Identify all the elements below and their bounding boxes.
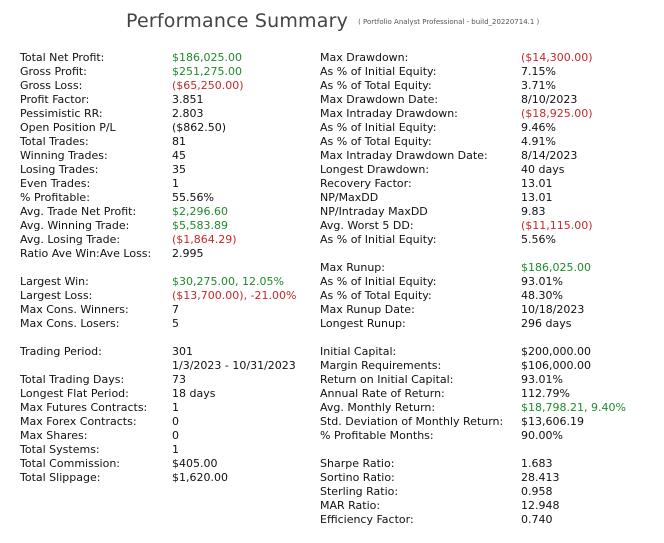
stat-value: 13.01 xyxy=(521,191,553,204)
stat-label: Return on Initial Capital: xyxy=(320,373,454,386)
stat-label: Max Drawdown: xyxy=(320,51,409,64)
stat-value: $18,798.21, 9.40% xyxy=(521,401,626,414)
stat-value: $2,296.60 xyxy=(172,205,228,218)
stat-label: Total Slippage: xyxy=(20,471,101,484)
stat-label: Max Runup: xyxy=(320,261,385,274)
stat-row-open-position-p-l xyxy=(20,121,310,135)
stat-row-margin-requirements xyxy=(320,359,660,373)
stat-value: 0 xyxy=(172,415,179,428)
stat-value: 0.958 xyxy=(521,485,553,498)
section-spacer xyxy=(20,261,310,275)
stat-row-np-intraday-maxdd xyxy=(320,205,660,219)
stat-label: Max Drawdown Date: xyxy=(320,93,439,106)
stat-label: Winning Trades: xyxy=(20,149,108,162)
stat-label: Avg. Winning Trade: xyxy=(20,219,130,232)
stat-value: 4.91% xyxy=(521,135,556,148)
stat-label: Std. Deviation of Monthly Return: xyxy=(320,415,504,428)
stat-row-total-net-profit xyxy=(20,51,310,65)
stat-row-largest-loss xyxy=(20,289,310,303)
stat-label: Losing Trades: xyxy=(20,163,99,176)
stat-label: Total Trading Days: xyxy=(20,373,125,386)
stat-label: Ratio Ave Win:Ave Loss: xyxy=(20,247,152,260)
stat-row-total-trades xyxy=(20,135,310,149)
stat-value: 81 xyxy=(172,135,186,148)
page-title: Performance Summary xyxy=(126,10,349,32)
stat-value: 112.79% xyxy=(521,387,570,400)
stat-label: Gross Profit: xyxy=(20,65,87,78)
stat-label: Avg. Worst 5 DD: xyxy=(320,219,414,232)
stat-row-total-slippage xyxy=(20,471,310,485)
stat-row-max-drawdown xyxy=(320,51,660,65)
stat-label: Total Trades: xyxy=(20,135,89,148)
stat-row-total-commission xyxy=(20,457,310,471)
stat-row-losing-trades xyxy=(20,163,310,177)
build-subtitle: ( Portfolio Analyst Professional - build_20220714.1 ) xyxy=(358,18,540,26)
stat-row-sortino-ratio xyxy=(320,471,660,485)
stat-value: ($65,250.00) xyxy=(172,79,244,92)
stat-value: 1 xyxy=(172,443,179,456)
stat-label: As % of Total Equity: xyxy=(320,135,432,148)
stat-label: Total Systems: xyxy=(20,443,100,456)
stat-row-pct-profitable-months xyxy=(320,429,660,443)
stat-value: 90.00% xyxy=(521,429,563,442)
stat-row-max-cons-losers xyxy=(20,317,310,331)
stat-label: % Profitable: xyxy=(20,191,90,204)
stat-label: Max Cons. Winners: xyxy=(20,303,129,316)
stat-value: 1 xyxy=(172,401,179,414)
stat-value: $186,025.00 xyxy=(172,51,242,64)
stat-row-max-runup xyxy=(320,261,660,275)
stat-label: Longest Flat Period: xyxy=(20,387,129,400)
stat-value: 0.740 xyxy=(521,513,553,526)
stat-row-as-pct-of-total-equity xyxy=(320,135,660,149)
stat-label: Max Runup Date: xyxy=(320,303,415,316)
stat-label: Profit Factor: xyxy=(20,93,90,106)
stat-row-avg-winning-trade xyxy=(20,219,310,233)
stat-value: 93.01% xyxy=(521,373,563,386)
stat-label: Avg. Losing Trade: xyxy=(20,233,121,246)
stat-value: 7 xyxy=(172,303,179,316)
stat-row-avg-losing-trade xyxy=(20,233,310,247)
stat-value: ($18,925.00) xyxy=(521,107,593,120)
stat-value: $186,025.00 xyxy=(521,261,591,274)
stat-value: 2.803 xyxy=(172,107,204,120)
stat-value: 8/10/2023 xyxy=(521,93,578,106)
stat-label: Longest Drawdown: xyxy=(320,163,430,176)
stat-label: Avg. Trade Net Profit: xyxy=(20,205,137,218)
stat-label: Max Futures Contracts: xyxy=(20,401,148,414)
stat-row-winning-trades xyxy=(20,149,310,163)
report-header xyxy=(126,10,539,36)
stat-row-longest-drawdown xyxy=(320,163,660,177)
stat-row-avg-monthly-return xyxy=(320,401,660,415)
stat-label: Gross Loss: xyxy=(20,79,83,92)
stat-label: As % of Initial Equity: xyxy=(320,65,437,78)
stat-label: Recovery Factor: xyxy=(320,177,412,190)
stat-value: 10/18/2023 xyxy=(521,303,585,316)
stat-value: 45 xyxy=(172,149,186,162)
stat-row-max-futures-contracts xyxy=(20,401,310,415)
stat-row-recovery-factor xyxy=(320,177,660,191)
stat-row-avg-worst-5-dd xyxy=(320,219,660,233)
stat-label: As % of Total Equity: xyxy=(320,289,432,302)
stat-label: NP/MaxDD xyxy=(320,191,379,204)
stat-value: 73 xyxy=(172,373,186,386)
stat-row-as-pct-of-total-equity xyxy=(320,79,660,93)
stat-row-trading-period xyxy=(20,345,310,359)
stat-value: 5.56% xyxy=(521,233,556,246)
stat-row-profit-factor xyxy=(20,93,310,107)
stat-label: Avg. Monthly Return: xyxy=(320,401,436,414)
section-spacer xyxy=(20,331,310,345)
stat-row-as-pct-of-initial-equity xyxy=(320,121,660,135)
section-spacer xyxy=(320,443,660,457)
stat-row-pct-profitable xyxy=(20,191,310,205)
stat-row-max-shares xyxy=(20,429,310,443)
stat-row-initial-capital xyxy=(320,345,660,359)
stat-value: 5 xyxy=(172,317,179,330)
stat-label: MAR Ratio: xyxy=(320,499,381,512)
stat-label: NP/Intraday MaxDD xyxy=(320,205,428,218)
stat-label: Largest Win: xyxy=(20,275,89,288)
stat-value: 13.01 xyxy=(521,177,553,190)
stat-label: As % of Total Equity: xyxy=(320,79,432,92)
stat-value: 0 xyxy=(172,429,179,442)
stat-label: Longest Runup: xyxy=(320,317,406,330)
stat-row-mar-ratio xyxy=(320,499,660,513)
stat-label: As % of Initial Equity: xyxy=(320,275,437,288)
stat-row-total-systems xyxy=(20,443,310,457)
stat-row-even-trades xyxy=(20,177,310,191)
stat-label: Open Position P/L xyxy=(20,121,116,134)
stat-row-std-deviation-of-monthly-return xyxy=(320,415,660,429)
stat-row-longest-flat-period xyxy=(20,387,310,401)
stat-value: 3.71% xyxy=(521,79,556,92)
stat-value: 40 days xyxy=(521,163,565,176)
stat-value: ($11,115.00) xyxy=(521,219,593,232)
stat-label: Margin Requirements: xyxy=(320,359,442,372)
stat-label: Efficiency Factor: xyxy=(320,513,414,526)
stat-label: Max Forex Contracts: xyxy=(20,415,137,428)
stat-value: $5,583.89 xyxy=(172,219,228,232)
stat-row-return-on-initial-capital xyxy=(320,373,660,387)
stat-label: % Profitable Months: xyxy=(320,429,434,442)
stat-label: Total Commission: xyxy=(20,457,121,470)
stat-row-as-pct-of-initial-equity xyxy=(320,275,660,289)
stat-value: ($862.50) xyxy=(172,121,227,134)
section-spacer xyxy=(320,247,660,261)
stat-row-largest-win xyxy=(20,275,310,289)
stat-label: Max Intraday Drawdown Date: xyxy=(320,149,488,162)
stat-row-max-runup-date xyxy=(320,303,660,317)
stat-label: Sortino Ratio: xyxy=(320,471,395,484)
stat-row-max-drawdown-date xyxy=(320,93,660,107)
stat-value: 18 days xyxy=(172,387,216,400)
stat-label: Initial Capital: xyxy=(320,345,397,358)
stat-row-max-forex-contracts xyxy=(20,415,310,429)
stat-value: 9.46% xyxy=(521,121,556,134)
stat-label: Largest Loss: xyxy=(20,289,93,302)
stat-value: $106,000.00 xyxy=(521,359,591,372)
stat-label: Pessimistic RR: xyxy=(20,107,103,120)
stat-label: Sharpe Ratio: xyxy=(320,457,395,470)
stat-row-continuation xyxy=(20,359,310,373)
stat-value: 1/3/2023 - 10/31/2023 xyxy=(172,359,296,372)
stat-value: 93.01% xyxy=(521,275,563,288)
stat-label: Max Intraday Drawdown: xyxy=(320,107,458,120)
stat-row-gross-loss xyxy=(20,79,310,93)
stat-row-sterling-ratio xyxy=(320,485,660,499)
stat-value: $1,620.00 xyxy=(172,471,228,484)
stat-value: $13,606.19 xyxy=(521,415,584,428)
stat-label: Sterling Ratio: xyxy=(320,485,399,498)
stat-value: ($13,700.00), -21.00% xyxy=(172,289,297,302)
stat-row-max-cons-winners xyxy=(20,303,310,317)
right-stats-column xyxy=(320,51,660,527)
stat-row-longest-runup xyxy=(320,317,660,331)
stat-value: 3.851 xyxy=(172,93,204,106)
stat-row-sharpe-ratio xyxy=(320,457,660,471)
stat-row-efficiency-factor xyxy=(320,513,660,527)
stat-value: 2.995 xyxy=(172,247,204,260)
section-spacer xyxy=(320,331,660,345)
stat-label: As % of Initial Equity: xyxy=(320,121,437,134)
stat-value: ($1,864.29) xyxy=(172,233,237,246)
stat-value: 48.30% xyxy=(521,289,563,302)
stat-value: $251,275.00 xyxy=(172,65,242,78)
stat-value: ($14,300.00) xyxy=(521,51,593,64)
stat-row-max-intraday-drawdown-date xyxy=(320,149,660,163)
stat-value: $405.00 xyxy=(172,457,218,470)
stat-label: Trading Period: xyxy=(20,345,102,358)
stat-label: Max Cons. Losers: xyxy=(20,317,120,330)
stat-value: 1 xyxy=(172,177,179,190)
stat-value: 9.83 xyxy=(521,205,546,218)
stat-value: 35 xyxy=(172,163,186,176)
stat-label: Max Shares: xyxy=(20,429,88,442)
stat-label: Even Trades: xyxy=(20,177,91,190)
stat-value: 55.56% xyxy=(172,191,214,204)
stat-value: $200,000.00 xyxy=(521,345,591,358)
left-stats-column xyxy=(20,51,310,485)
stat-row-annual-rate-of-return xyxy=(320,387,660,401)
stat-row-pessimistic-rr xyxy=(20,107,310,121)
stat-value: 1.683 xyxy=(521,457,553,470)
stat-row-gross-profit xyxy=(20,65,310,79)
stat-row-np-maxdd xyxy=(320,191,660,205)
stat-value: 296 days xyxy=(521,317,572,330)
stat-row-ratio-ave-win-ave-loss xyxy=(20,247,310,261)
stat-value: 8/14/2023 xyxy=(521,149,578,162)
stat-row-total-trading-days xyxy=(20,373,310,387)
stat-value: 12.948 xyxy=(521,499,560,512)
stat-value: 28.413 xyxy=(521,471,560,484)
stat-row-avg-trade-net-profit xyxy=(20,205,310,219)
stat-row-as-pct-of-total-equity xyxy=(320,289,660,303)
stat-value: 7.15% xyxy=(521,65,556,78)
stat-value: 301 xyxy=(172,345,193,358)
stat-row-as-pct-of-initial-equity xyxy=(320,65,660,79)
stat-label: Annual Rate of Return: xyxy=(320,387,445,400)
stat-label: As % of Initial Equity: xyxy=(320,233,437,246)
stat-value: $30,275.00, 12.05% xyxy=(172,275,284,288)
stat-row-max-intraday-drawdown xyxy=(320,107,660,121)
stat-row-as-pct-of-initial-equity xyxy=(320,233,660,247)
stat-label: Total Net Profit: xyxy=(20,51,105,64)
